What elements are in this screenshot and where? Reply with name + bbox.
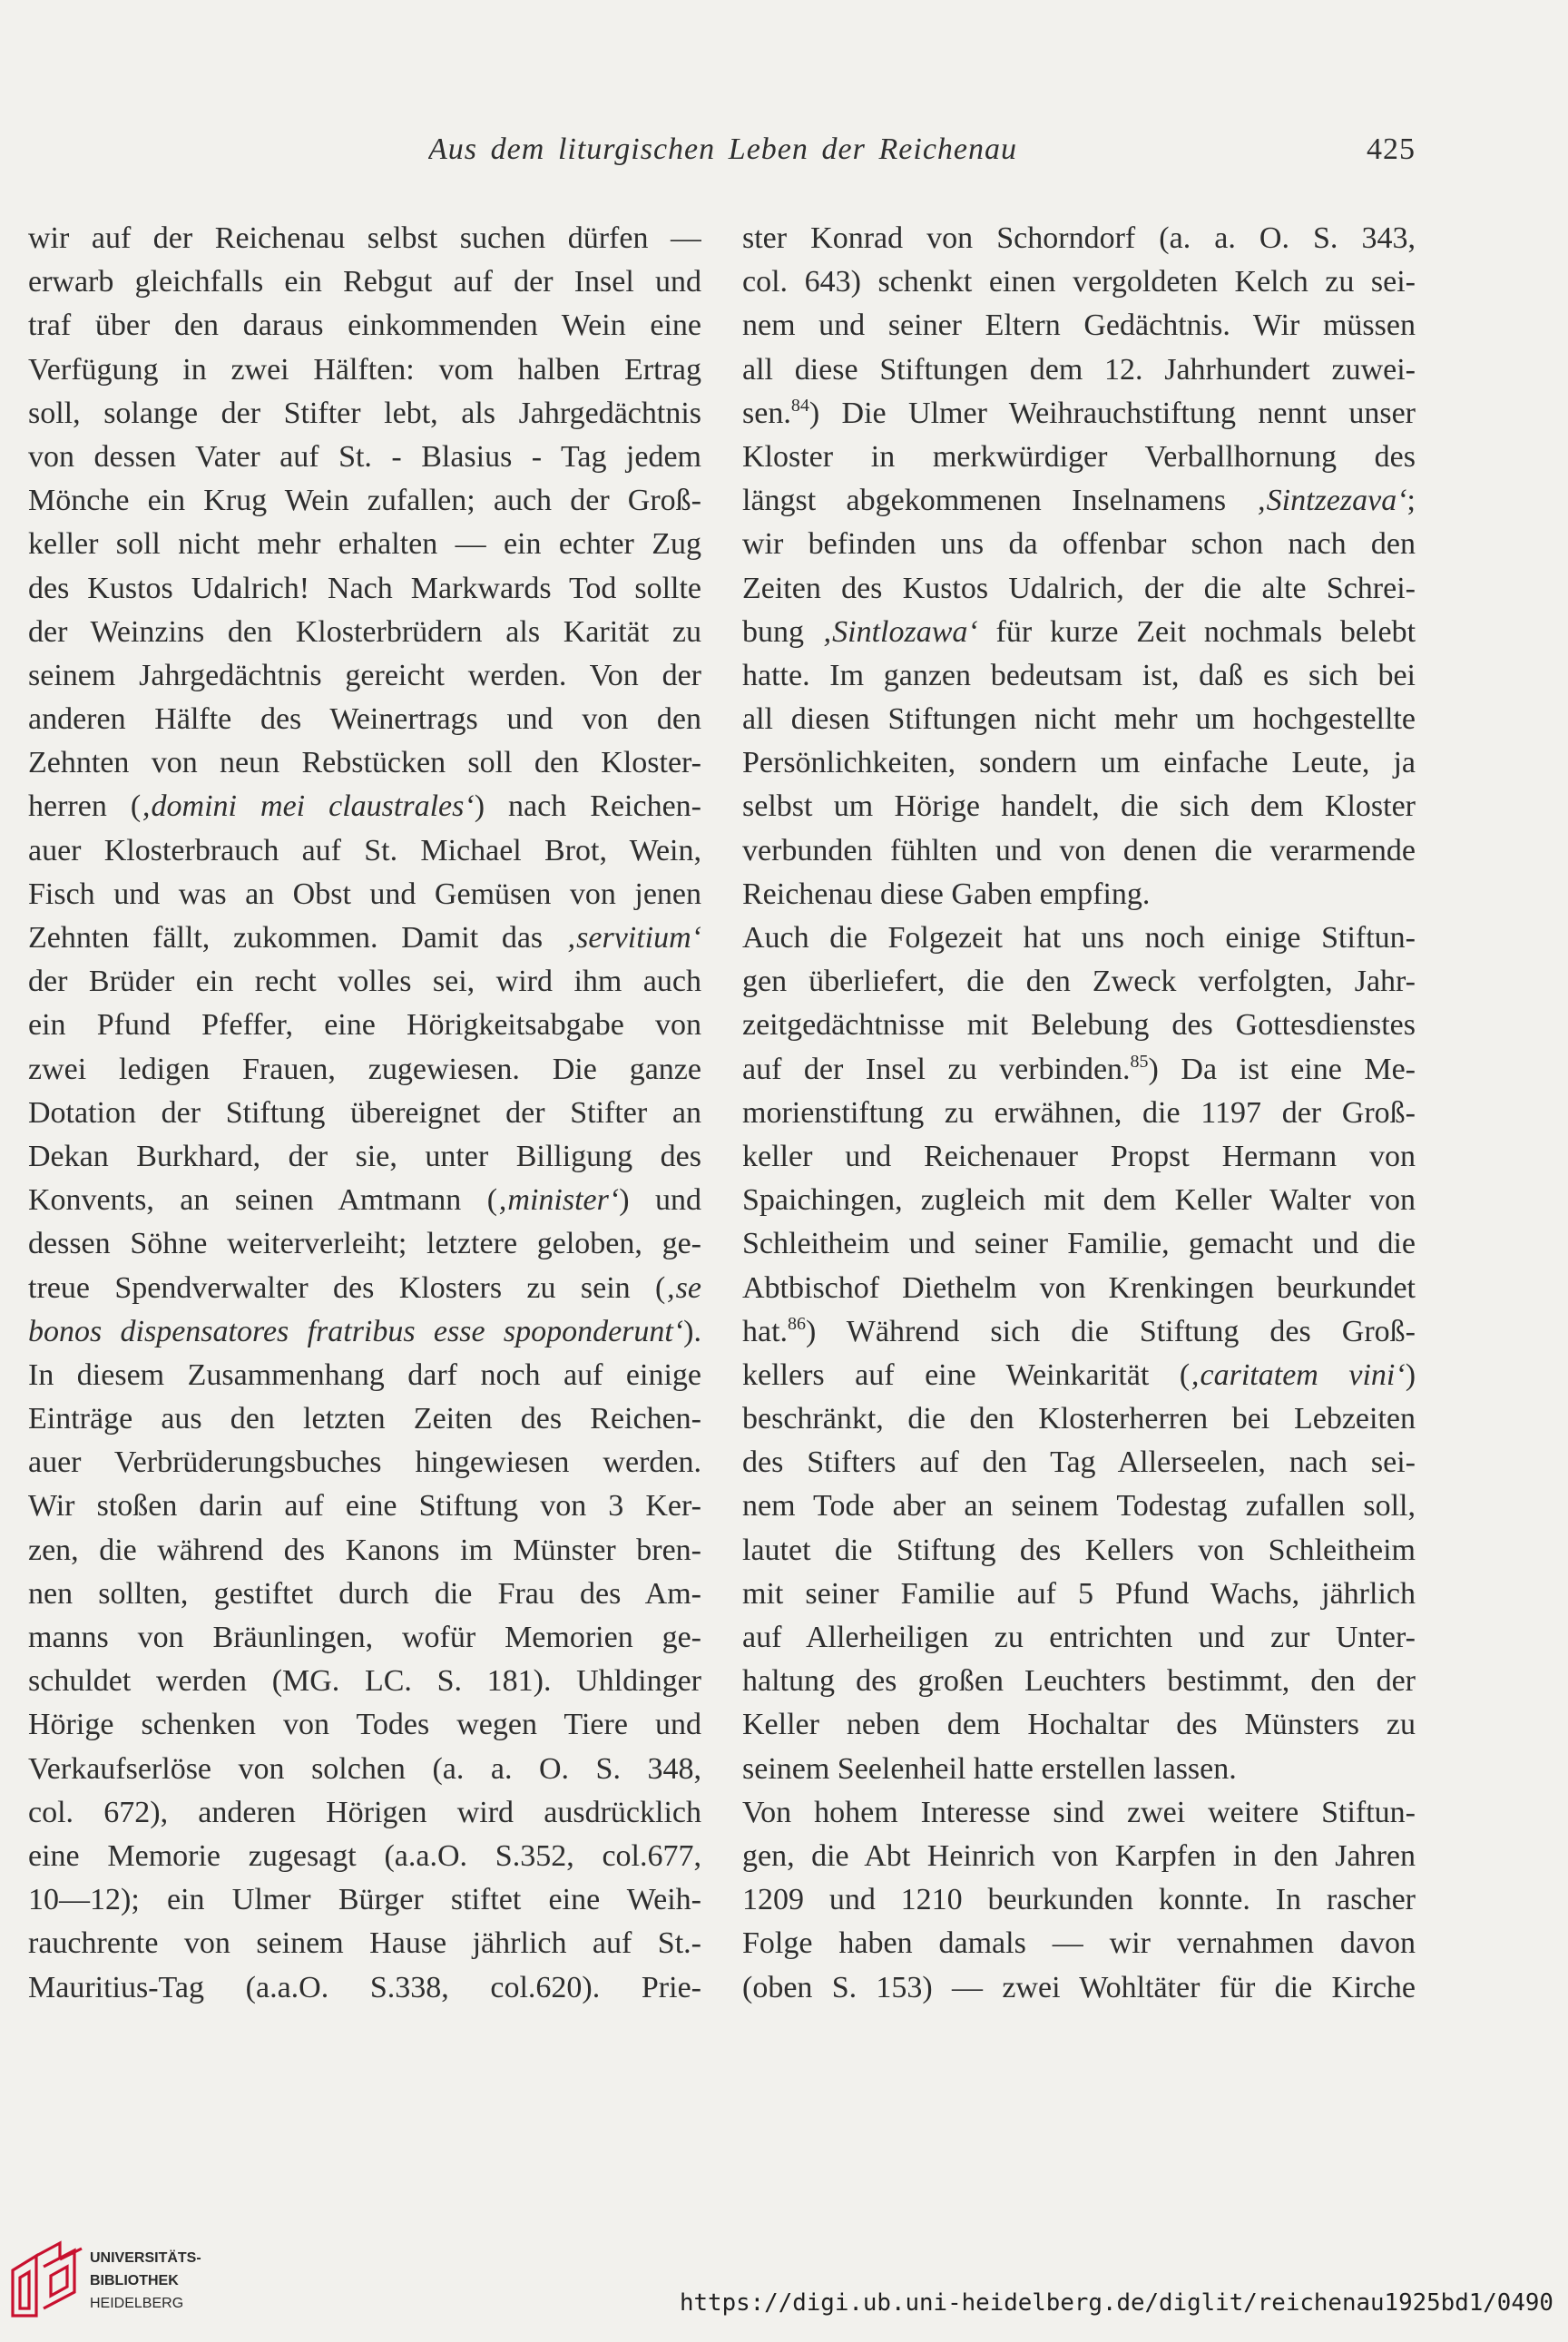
text-line <box>28 1922 701 1965</box>
line-text: Persönlichkeiten, sondern um einfache Leute, ja <box>742 746 1416 780</box>
text-line <box>742 1354 1416 1397</box>
text-line <box>742 304 1416 348</box>
line-text: rauchrente von seinem Hause jährlich auf St.- <box>28 1926 701 1961</box>
text-line <box>742 1267 1416 1310</box>
text-line <box>742 1878 1416 1922</box>
line-text: des Kustos Udalrich! Nach Markwards Tod sollte <box>28 571 701 605</box>
text-line <box>742 217 1416 260</box>
text-line <box>742 392 1416 436</box>
text-line <box>28 523 701 566</box>
line-text: Fisch und was an Obst und Gemüsen von jenen <box>28 877 701 911</box>
text-line <box>28 1878 701 1922</box>
line-text: Reichenau diese Gaben empfing. <box>742 877 1151 911</box>
text-line <box>28 436 701 479</box>
italic-latin-term: bonos dispensatores fratribus esse spoponderunt‘ <box>28 1314 684 1348</box>
line-text: Hörige schenken von Todes wegen Tiere und <box>28 1708 701 1742</box>
text-line <box>28 392 701 436</box>
text-line <box>28 698 701 741</box>
line-text: Dekan Burkhard, der sie, unter Billigung des <box>28 1139 701 1173</box>
text-line <box>28 217 701 260</box>
line-text: lautet die Stiftung des Kellers von Schleitheim <box>742 1533 1416 1567</box>
line-text: ) Die Ulmer Weihrauchstiftung nennt unser <box>808 396 1416 430</box>
line-text: Zehnten von neun Rebstücken soll den Kloster- <box>28 746 701 780</box>
text-line <box>742 785 1416 828</box>
text-line <box>742 348 1416 392</box>
line-text: dessen Söhne weiterverleiht; letztere geloben, ge- <box>28 1227 701 1261</box>
line-text: längst abgekommenen Inselnamens <box>742 484 1257 518</box>
line-text: Kloster in merkwürdiger Verballhornung des <box>742 439 1416 474</box>
text-line <box>742 479 1416 523</box>
line-text: haltung des großen Leuchters bestimmt, den der <box>742 1664 1416 1699</box>
text-line <box>742 1573 1416 1616</box>
library-name-line: UNIVERSITÄTS- <box>90 2250 201 2266</box>
line-text: selbst um Hörige handelt, die sich dem Kloster <box>742 789 1416 824</box>
text-line <box>742 1791 1416 1835</box>
line-text: zen, die während des Kanons im Münster bren- <box>28 1533 701 1567</box>
text-line <box>742 1966 1416 2010</box>
text-line <box>742 1660 1416 1703</box>
line-text: Verfügung in zwei Hälften: vom halben Ertrag <box>28 352 701 387</box>
library-emblem-icon <box>7 2239 83 2319</box>
line-text: schuldet werden (MG. LC. S. 181). Uhldinger <box>28 1664 701 1699</box>
library-name-line: BIBLIOTHEK <box>90 2273 179 2288</box>
text-line <box>28 1310 701 1354</box>
line-text: ). <box>683 1314 701 1348</box>
text-line <box>28 260 701 304</box>
text-line <box>28 873 701 916</box>
italic-latin-term: ‚se <box>665 1270 701 1305</box>
text-line <box>742 698 1416 741</box>
text-line <box>28 741 701 785</box>
text-line <box>742 1004 1416 1047</box>
text-line <box>28 1179 701 1222</box>
text-line <box>742 1092 1416 1135</box>
line-text: für kurze Zeit nochmals belebt <box>977 614 1416 649</box>
text-line <box>742 1485 1416 1528</box>
line-text: auer Verbrüderungsbuches hingewiesen werden. <box>28 1445 701 1480</box>
line-text: 10—12); ein Ulmer Bürger stiftet eine Weih- <box>28 1883 701 1917</box>
italic-latin-term: ‚Sintlozawa‘ <box>821 614 978 649</box>
line-text: des Stifters auf den Tag Allerseelen, nach sei- <box>742 1445 1416 1480</box>
line-text: kellers auf eine Weinkarität ( <box>742 1357 1191 1392</box>
line-text: soll, solange der Stifter lebt, als Jahrgedächtnis <box>28 396 701 430</box>
permalink-url: https://digi.ub.uni-heidelberg.de/diglit/reichenau1925bd1/0490 <box>680 2289 1553 2317</box>
library-logo <box>7 2239 225 2319</box>
text-line <box>28 1004 701 1047</box>
line-text: Wir stoßen darin auf eine Stiftung von 3 Ker- <box>28 1489 701 1524</box>
text-line <box>742 873 1416 916</box>
text-line <box>28 611 701 654</box>
text-line <box>742 960 1416 1004</box>
line-text: ) Da ist eine Me- <box>1148 1052 1416 1086</box>
line-text: Zehnten fällt, zukommen. Damit das <box>28 921 566 955</box>
line-text: herren ( <box>28 789 142 824</box>
line-text: ) und <box>619 1183 701 1218</box>
text-line <box>742 1441 1416 1485</box>
text-line <box>28 1748 701 1791</box>
line-text: mit seiner Familie auf 5 Pfund Wachs, jährlich <box>742 1576 1416 1611</box>
text-line <box>28 348 701 392</box>
italic-latin-term: ‚minister‘ <box>497 1183 620 1218</box>
text-line <box>742 1922 1416 1965</box>
line-text: zeitgedächtnisse mit Belebung des Gottesdienstes <box>742 1008 1416 1043</box>
text-line <box>742 1179 1416 1222</box>
italic-latin-term: ‚caritatem vini‘ <box>1190 1357 1406 1392</box>
text-line <box>742 1048 1416 1092</box>
text-line <box>742 654 1416 698</box>
text-line <box>28 1354 701 1397</box>
text-line <box>742 611 1416 654</box>
text-line <box>28 1660 701 1703</box>
text-line <box>742 1310 1416 1354</box>
line-text: Folge haben damals — wir vernahmen davon <box>742 1926 1416 1961</box>
line-text: Einträge aus den letzten Zeiten des Reichen- <box>28 1402 701 1436</box>
text-line <box>28 567 701 611</box>
footnote-reference: 84 <box>790 395 809 416</box>
line-text: (oben S. 153) — zwei Wohltäter für die Kirche <box>742 1970 1416 2004</box>
line-text: von dessen Vater auf St. - Blasius - Tag jedem <box>28 439 701 474</box>
italic-latin-term: ‚servitium‘ <box>565 921 701 955</box>
text-line <box>28 916 701 960</box>
text-line <box>28 1092 701 1135</box>
line-text: 1209 und 1210 beurkunden konnte. In rascher <box>742 1883 1416 1917</box>
line-text: der Brüder ein recht volles sei, wird ihm auch <box>28 965 701 999</box>
text-line <box>28 1267 701 1310</box>
line-text: beschränkt, die den Klosterherren bei Lebzeiten <box>742 1402 1416 1436</box>
text-line <box>28 1222 701 1266</box>
line-text: Keller neben dem Hochaltar des Münsters zu <box>742 1708 1416 1742</box>
running-title: Aus dem liturgischen Leben der Reichenau <box>428 132 1017 166</box>
line-text: Von hohem Interesse sind zwei weitere Stiftun- <box>742 1795 1416 1829</box>
text-line <box>28 1135 701 1179</box>
text-line <box>28 304 701 348</box>
line-text: ) nach Reichen- <box>474 789 701 824</box>
line-text: ster Konrad von Schorndorf (a. a. O. S. 343, <box>742 221 1416 255</box>
line-text: treue Spendverwalter des Klosters zu sein ( <box>28 1270 666 1305</box>
text-line <box>28 1703 701 1747</box>
line-text: Mönche ein Krug Wein zufallen; auch der Groß- <box>28 484 701 518</box>
text-line <box>742 1616 1416 1660</box>
text-line <box>28 1616 701 1660</box>
text-line <box>742 260 1416 304</box>
text-line <box>28 1835 701 1878</box>
text-line <box>28 1485 701 1528</box>
line-text: auer Klosterbrauch auf St. Michael Brot, Wein, <box>28 833 701 867</box>
text-line <box>28 654 701 698</box>
line-text: zwei ledigen Frauen, zugewiesen. Die ganze <box>28 1052 701 1086</box>
left-column <box>28 217 701 2010</box>
line-text: Spaichingen, zugleich mit dem Keller Walter von <box>742 1183 1416 1218</box>
text-line <box>28 960 701 1004</box>
line-text: anderen Hälfte des Weinertrags und von den <box>28 702 701 737</box>
line-text: keller und Reichenauer Propst Hermann von <box>742 1139 1416 1173</box>
line-text: auf der Insel zu verbinden. <box>742 1052 1131 1086</box>
text-line <box>28 1573 701 1616</box>
line-text: Abtbischof Diethelm von Krenkingen beurkundet <box>742 1270 1416 1305</box>
text-line <box>742 1397 1416 1441</box>
text-line <box>28 1529 701 1573</box>
text-line <box>742 916 1416 960</box>
text-line <box>28 785 701 828</box>
line-text: hat. <box>742 1314 789 1348</box>
line-text: Auch die Folgezeit hat uns noch einige Stiftun- <box>742 921 1416 955</box>
right-column <box>742 217 1416 2010</box>
text-line <box>742 1135 1416 1179</box>
line-text: keller soll nicht mehr erhalten — ein echter Zug <box>28 527 701 562</box>
line-text: Schleitheim und seiner Familie, gemacht und die <box>742 1227 1416 1261</box>
line-text: verbunden fühlten und von denen die verarmende <box>742 833 1416 867</box>
line-text: ; <box>1406 484 1416 518</box>
line-text: Dotation der Stiftung übereignet der Stifter an <box>28 1095 701 1130</box>
line-text: manns von Bräunlingen, wofür Memorien ge- <box>28 1621 701 1654</box>
library-name <box>90 2247 201 2315</box>
line-text: Konvents, an seinen Amtmann ( <box>28 1183 498 1218</box>
line-text: all diesen Stiftungen nicht mehr um hochgestellte <box>742 702 1416 737</box>
text-line <box>28 479 701 523</box>
line-text: seinem Seelenheil hatte erstellen lassen. <box>742 1751 1237 1786</box>
line-text: bung <box>742 614 822 649</box>
text-line <box>28 1966 701 2010</box>
line-text: wir befinden uns da offenbar schon nach den <box>742 527 1416 562</box>
line-text: eine Memorie zugesagt (a.a.O. S.352, col.677, <box>28 1838 701 1873</box>
line-text: seinem Jahrgedächtnis gereicht werden. Von der <box>28 658 701 692</box>
text-line <box>742 1748 1416 1791</box>
page-number: 425 <box>1367 132 1416 166</box>
italic-latin-term: ‚Sintzezava‘ <box>1256 484 1407 518</box>
line-text: nem Tode aber an seinem Todestag zufallen soll, <box>742 1489 1416 1524</box>
library-name-line: HEIDELBERG <box>90 2296 184 2311</box>
line-text: sen. <box>742 396 791 430</box>
text-line <box>742 829 1416 873</box>
text-line <box>742 1835 1416 1878</box>
text-line <box>742 741 1416 785</box>
text-line <box>28 1441 701 1485</box>
line-text: erwarb gleichfalls ein Rebgut auf der Insel und <box>28 265 701 299</box>
line-text: morienstiftung zu erwähnen, die 1197 der Groß- <box>742 1095 1416 1130</box>
line-text: Verkaufserlöse von solchen (a. a. O. S. 348, <box>28 1751 701 1786</box>
text-line <box>28 1048 701 1092</box>
text-line <box>28 1791 701 1835</box>
text-line <box>742 1222 1416 1266</box>
footnote-reference: 86 <box>788 1313 807 1334</box>
line-text: nem und seiner Eltern Gedächtnis. Wir müssen <box>742 309 1416 343</box>
line-text: ein Pfund Pfeffer, eine Hörigkeitsabgabe von <box>28 1008 701 1043</box>
text-line <box>742 523 1416 566</box>
line-text: ) Während sich die Stiftung des Groß- <box>806 1314 1416 1348</box>
text-line <box>28 829 701 873</box>
text-line <box>742 567 1416 611</box>
text-line <box>742 1703 1416 1747</box>
line-text: all diese Stiftungen dem 12. Jahrhundert zuwei- <box>742 352 1416 387</box>
line-text: wir auf der Reichenau selbst suchen dürfen — <box>28 221 701 255</box>
line-text: gen, die Abt Heinrich von Karpfen in den Jahren <box>742 1838 1416 1873</box>
line-text: In diesem Zusammenhang darf noch auf einige <box>28 1357 701 1392</box>
line-text: gen überliefert, die den Zweck verfolgten, Jahr- <box>742 965 1416 999</box>
line-text: Zeiten des Kustos Udalrich, der die alte Schrei- <box>742 571 1416 605</box>
line-text: hatte. Im ganzen bedeutsam ist, daß es sich bei <box>742 658 1416 692</box>
footnote-reference: 85 <box>1130 1051 1149 1072</box>
line-text: ) <box>1405 1357 1416 1392</box>
line-text: traf über den daraus einkommenden Wein eine <box>28 309 701 343</box>
line-text: der Weinzins den Klosterbrüdern als Karität zu <box>28 614 701 649</box>
text-line <box>742 1529 1416 1573</box>
line-text: nen sollten, gestiftet durch die Frau des Am- <box>28 1576 701 1611</box>
text-line <box>742 436 1416 479</box>
line-text: Mauritius-Tag (a.a.O. S.338, col.620). Prie- <box>28 1970 701 2004</box>
line-text: col. 643) schenkt einen vergoldeten Kelch zu sei- <box>742 265 1416 299</box>
italic-latin-term: ‚domini mei claustrales‘ <box>141 789 475 824</box>
line-text: col. 672), anderen Hörigen wird ausdrücklich <box>28 1795 701 1829</box>
text-line <box>28 1397 701 1441</box>
line-text: auf Allerheiligen zu entrichten und zur Unter- <box>742 1621 1416 1654</box>
